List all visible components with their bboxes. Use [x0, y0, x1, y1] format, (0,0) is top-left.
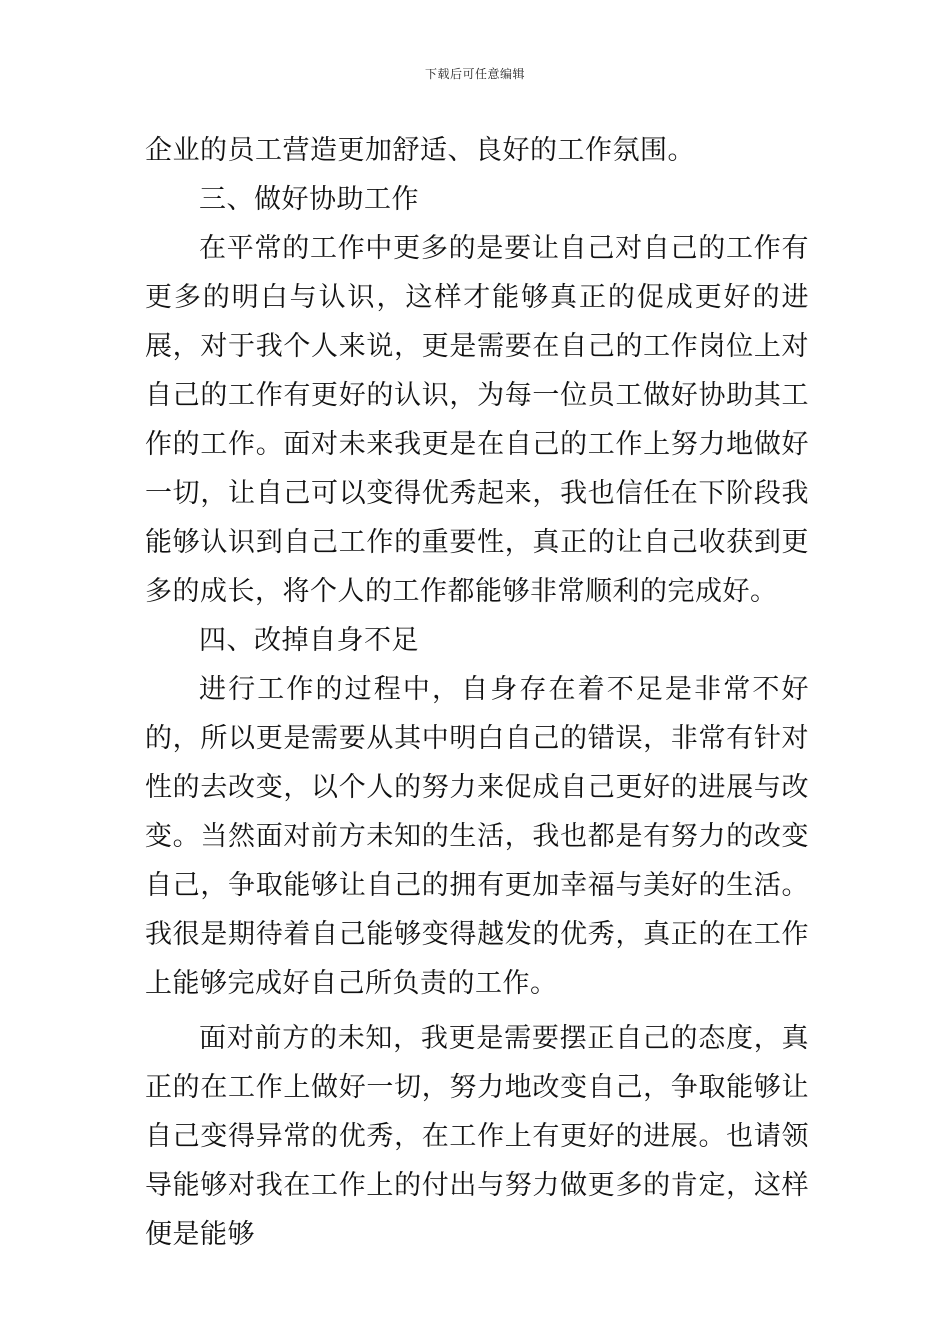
- section-heading-4: 四、改掉自身不足: [199, 625, 419, 656]
- paragraph-closing: 面对前方的未知，我更是需要摆正自己的态度，真正的在工作上做好一切，努力地改变自己，争取能够让自己变得异常的优秀，在工作上有更好的进展。也请领导能够对我在工作上的付出与努力做更多的肯定，这样便是能够: [145, 1023, 809, 1250]
- page-header: 下载后可任意编辑: [424, 67, 525, 81]
- section-heading-3: 三、做好协助工作: [199, 184, 419, 215]
- paragraph-continuation: 企业的员工营造更加舒适、良好的工作氛围。: [145, 135, 695, 166]
- paragraph-assist-work: 在平常的工作中更多的是要让自己对自己的工作有更多的明白与认识，这样才能够真正的促成更好的进展，对于我个人来说，更是需要在自己的工作岗位上对自己的工作有更好的认识，为每一位员工做好协助其工作的工作。面对未来我更是在自己的工作上努力地做好一切，让自己可以变得优秀起来，我也信任在下阶段我能够认识到自己工作的重要性，真正的让自己收获到更多的成长，将个人的工作都能够非常顺利的完成好。: [145, 233, 809, 607]
- paragraph-shortcomings: 进行工作的过程中，自身存在着不足是非常不好的，所以更是需要从其中明白自己的错误，非常有针对性的去改变，以个人的努力来促成自己更好的进展与改变。当然面对前方未知的生活，我也都是有努力的改变自己，争取能够让自己的拥有更加幸福与美好的生活。我很是期待着自己能够变得越发的优秀，真正的在工作上能够完成好自己所负责的工作。: [145, 674, 809, 999]
- document-body: [145, 126, 809, 1259]
